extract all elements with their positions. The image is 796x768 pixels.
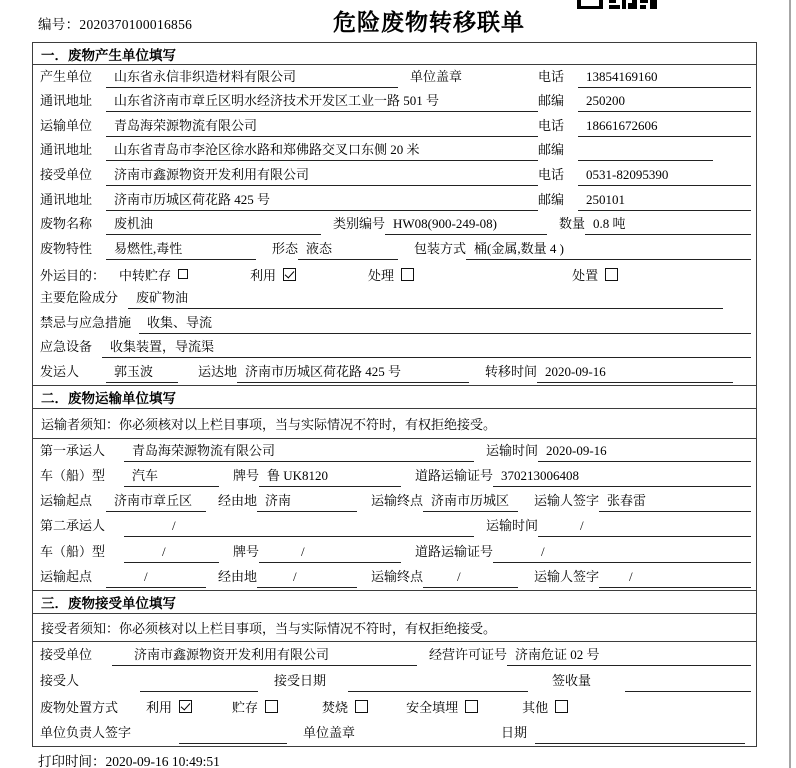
road-permit-value: / — [493, 544, 751, 563]
waste-name-label: 废物名称 — [40, 216, 93, 232]
waste-property-row — [33, 237, 756, 262]
carrier-signature-label: 运输人签字 — [534, 493, 600, 509]
emergency-equipment-row — [33, 336, 756, 361]
waste-name-value: 废机油 — [106, 213, 321, 235]
road-permit-value: 370213006408 — [493, 468, 751, 487]
phone-label: 电话 — [538, 166, 565, 182]
checkbox-label: 处置 — [572, 267, 599, 283]
contraindication-label: 禁忌与应急措施 — [40, 314, 132, 330]
received-quantity-label: 签收量 — [552, 672, 592, 688]
checkbox-landfill — [406, 697, 478, 716]
plate-number-label: 牌号 — [233, 543, 260, 559]
unit-seal-label: 单位盖章 — [410, 68, 463, 84]
second-route-row — [33, 565, 756, 590]
second-carrier-label: 第二承运人 — [40, 518, 106, 534]
form-state-label: 形态 — [272, 240, 299, 256]
packaging-label: 包装方式 — [414, 240, 467, 256]
date-value — [535, 741, 745, 744]
destination-value: 济南市历城区荷花路 425 号 — [237, 361, 469, 383]
second-carrier-row — [33, 514, 756, 539]
postal-address-label: 通讯地址 — [40, 142, 93, 158]
checkbox-icon — [465, 700, 478, 713]
zip-label: 邮编 — [538, 191, 565, 207]
doc-number — [38, 13, 192, 33]
print-time — [38, 750, 220, 768]
transport-origin-label: 运输起点 — [40, 568, 93, 584]
category-code-label: 类别编号 — [333, 216, 386, 232]
contraindication-row — [33, 311, 756, 336]
vehicle-type-value: 汽车 — [124, 465, 219, 487]
transport-date-value: / — [538, 518, 751, 537]
transport-destination-label: 运输终点 — [371, 493, 424, 509]
receive-date-value — [348, 689, 528, 692]
postal-address-value: 山东省青岛市李沧区徐水路和郑佛路交叉口东侧 20 米 — [106, 139, 538, 161]
checkbox-label: 中转贮存 — [119, 267, 172, 283]
transport-date-label: 运输时间 — [486, 518, 539, 534]
waste-property-value: 易燃性,毒性 — [106, 238, 256, 260]
transport-unit-value: 青岛海荣源物流有限公司 — [106, 115, 538, 137]
doc-number-value: 2020370100016856 — [79, 17, 193, 32]
qr-code-fragment-icon — [577, 0, 657, 10]
checkbox-icon — [178, 269, 188, 279]
vehicle-row — [33, 464, 756, 489]
road-permit-label: 道路运输证号 — [415, 543, 494, 559]
receiving-unit-label: 接受单位 — [40, 646, 93, 662]
receiving-unit-row — [33, 642, 756, 668]
checkbox-treat — [368, 265, 414, 284]
page-title: 危险废物转移联单 — [333, 10, 525, 35]
phone-value: 18661672606 — [578, 118, 751, 137]
main-hazard-row — [33, 286, 756, 311]
phone-value: 13854169160 — [578, 69, 751, 88]
vehicle-type-label: 车（船）型 — [40, 543, 106, 559]
section-producer-header: 一．废物产生单位填写 — [33, 43, 756, 65]
packaging-value: 桶(金属,数量 4 ) — [466, 238, 751, 260]
postal-address-value: 济南市历城区荷花路 425 号 — [106, 189, 538, 211]
disposal-method-label: 废物处置方式 — [40, 700, 119, 716]
plate-number-value: / — [259, 544, 401, 563]
checkbox-utilize — [146, 697, 192, 716]
zip-value: 250200 — [578, 93, 751, 112]
postal-address-value: 山东省济南市章丘区明水经济技术开发区工业一路 501 号 — [106, 90, 538, 112]
via-place-value: / — [257, 569, 357, 588]
shipper-label: 发运人 — [40, 363, 80, 379]
print-time-label: 打印时间： — [38, 754, 106, 768]
transfer-date-label: 转移时间 — [485, 363, 538, 379]
producer-unit-value: 山东省永信非织造材料有限公司 — [106, 66, 398, 88]
checkbox-store — [232, 697, 278, 716]
postal-address-label: 通讯地址 — [40, 191, 93, 207]
plate-number-value: 鲁 UK8120 — [259, 465, 401, 487]
checkbox-other — [522, 697, 568, 716]
route-row — [33, 489, 756, 514]
receiver-unit-value: 济南市鑫源物资开发利用有限公司 — [106, 164, 538, 186]
transport-destination-label: 运输终点 — [371, 568, 424, 584]
carrier-signature-label: 运输人签字 — [534, 568, 600, 584]
transporter-notice: 运输者须知：你必须核对以上栏目事项，当与实际情况不符时，有权拒绝接受。 — [33, 409, 756, 439]
receiver-person-label: 接受人 — [40, 672, 80, 688]
page-edge-line — [789, 0, 791, 768]
transport-origin-label: 运输起点 — [40, 493, 93, 509]
license-number-label: 经营许可证号 — [429, 646, 508, 662]
via-place-label: 经由地 — [218, 568, 258, 584]
receiver-address-row — [33, 188, 756, 213]
zip-value: 250101 — [578, 192, 751, 211]
first-carrier-row — [33, 439, 756, 464]
checkbox-transit-storage — [119, 265, 188, 284]
checkbox-icon — [605, 268, 618, 281]
quantity-label: 数量 — [559, 216, 586, 232]
receiver-unit-row — [33, 163, 756, 188]
transport-date-label: 运输时间 — [486, 442, 539, 458]
receiver-notice: 接受者须知：你必须核对以上栏目事项，当与实际情况不符时，有权拒绝接受。 — [33, 614, 756, 642]
manifest-form-table — [32, 42, 757, 747]
producer-address-row — [33, 90, 756, 115]
transfer-date-value: 2020-09-16 — [537, 364, 733, 383]
main-hazard-value: 废矿物油 — [128, 287, 723, 309]
transport-destination-value: 济南市历城区 — [423, 490, 518, 512]
transfer-purpose-row — [33, 262, 756, 287]
vehicle-type-value: / — [124, 544, 219, 563]
phone-label: 电话 — [538, 117, 565, 133]
unit-seal-label: 单位盖章 — [303, 724, 356, 740]
road-permit-label: 道路运输证号 — [415, 468, 494, 484]
second-vehicle-row — [33, 539, 756, 564]
plate-number-label: 牌号 — [233, 468, 260, 484]
checkbox-label: 焚烧 — [322, 700, 349, 716]
emergency-equipment-label: 应急设备 — [40, 339, 93, 355]
waste-name-row — [33, 213, 756, 238]
checkbox-icon — [555, 700, 568, 713]
checkbox-label: 利用 — [146, 700, 173, 716]
receiver-person-value — [140, 689, 258, 692]
zip-value — [578, 158, 713, 161]
responsible-signature-row — [33, 720, 756, 746]
carrier-signature-value: 张春雷 — [599, 490, 751, 512]
first-carrier-label: 第一承运人 — [40, 442, 106, 458]
form-state-value: 液态 — [298, 238, 398, 260]
print-time-value: 2020-09-16 10:49:51 — [105, 754, 220, 768]
transport-unit-label: 运输单位 — [40, 117, 93, 133]
shipper-row — [33, 360, 756, 385]
checkbox-icon — [265, 700, 278, 713]
section-transporter — [33, 385, 756, 590]
checkbox-icon — [179, 700, 192, 713]
checkbox-icon — [401, 268, 414, 281]
doc-number-label: 编号： — [38, 17, 80, 32]
vehicle-type-label: 车（船）型 — [40, 468, 106, 484]
receiver-person-row — [33, 668, 756, 694]
phone-value: 0531-82095390 — [578, 167, 751, 186]
responsible-signature-value — [179, 741, 287, 744]
contraindication-value: 收集、导流 — [139, 312, 751, 334]
responsible-signature-label: 单位负责人签字 — [40, 724, 132, 740]
license-number-value: 济南危证 02 号 — [507, 644, 751, 666]
checkbox-icon — [355, 700, 368, 713]
checkbox-utilize — [250, 265, 296, 284]
transport-destination-value: / — [423, 569, 518, 588]
checkbox-label: 其他 — [522, 700, 549, 716]
section-transporter-header: 二．废物运输单位填写 — [33, 385, 756, 409]
section-receiver — [33, 590, 756, 746]
checkbox-icon — [283, 268, 296, 281]
disposal-method-row — [33, 694, 756, 720]
transfer-purpose-label: 外运目的： — [40, 267, 106, 283]
checkbox-label: 安全填埋 — [406, 700, 459, 716]
category-code-value: HW08(900-249-08) — [385, 216, 547, 235]
transport-origin-value: / — [106, 569, 206, 588]
quantity-value: 0.8 吨 — [585, 213, 751, 235]
destination-label: 运达地 — [198, 363, 238, 379]
checkbox-label: 利用 — [250, 267, 277, 283]
first-carrier-value: 青岛海荣源物流有限公司 — [124, 440, 474, 462]
checkbox-label: 处理 — [368, 267, 395, 283]
transport-unit-row — [33, 114, 756, 139]
carrier-signature-value: / — [599, 569, 751, 588]
section-receiver-header: 三．废物接受单位填写 — [33, 590, 756, 614]
producer-unit-label: 产生单位 — [40, 68, 93, 84]
transport-date-value: 2020-09-16 — [538, 443, 751, 462]
checkbox-incinerate — [322, 697, 368, 716]
transporter-address-row — [33, 139, 756, 164]
receive-date-label: 接受日期 — [274, 672, 327, 688]
via-place-label: 经由地 — [218, 493, 258, 509]
receiver-unit-label: 接受单位 — [40, 166, 93, 182]
producer-unit-row — [33, 65, 756, 90]
section-producer — [33, 43, 756, 385]
second-carrier-value: / — [124, 518, 474, 537]
received-quantity-value — [625, 689, 751, 692]
via-place-value: 济南 — [257, 490, 357, 512]
phone-label: 电话 — [538, 68, 565, 84]
emergency-equipment-value: 收集装置，导流渠 — [102, 336, 751, 358]
checkbox-dispose — [572, 265, 618, 284]
transport-origin-value: 济南市章丘区 — [106, 490, 206, 512]
receiving-unit-value: 济南市鑫源物资开发利用有限公司 — [112, 644, 417, 666]
zip-label: 邮编 — [538, 93, 565, 109]
waste-property-label: 废物特性 — [40, 240, 93, 256]
zip-label: 邮编 — [538, 142, 565, 158]
checkbox-label: 贮存 — [232, 700, 259, 716]
postal-address-label: 通讯地址 — [40, 93, 93, 109]
date-label: 日期 — [501, 724, 528, 740]
shipper-value: 郭玉波 — [106, 361, 178, 383]
main-hazard-label: 主要危险成分 — [40, 289, 119, 305]
